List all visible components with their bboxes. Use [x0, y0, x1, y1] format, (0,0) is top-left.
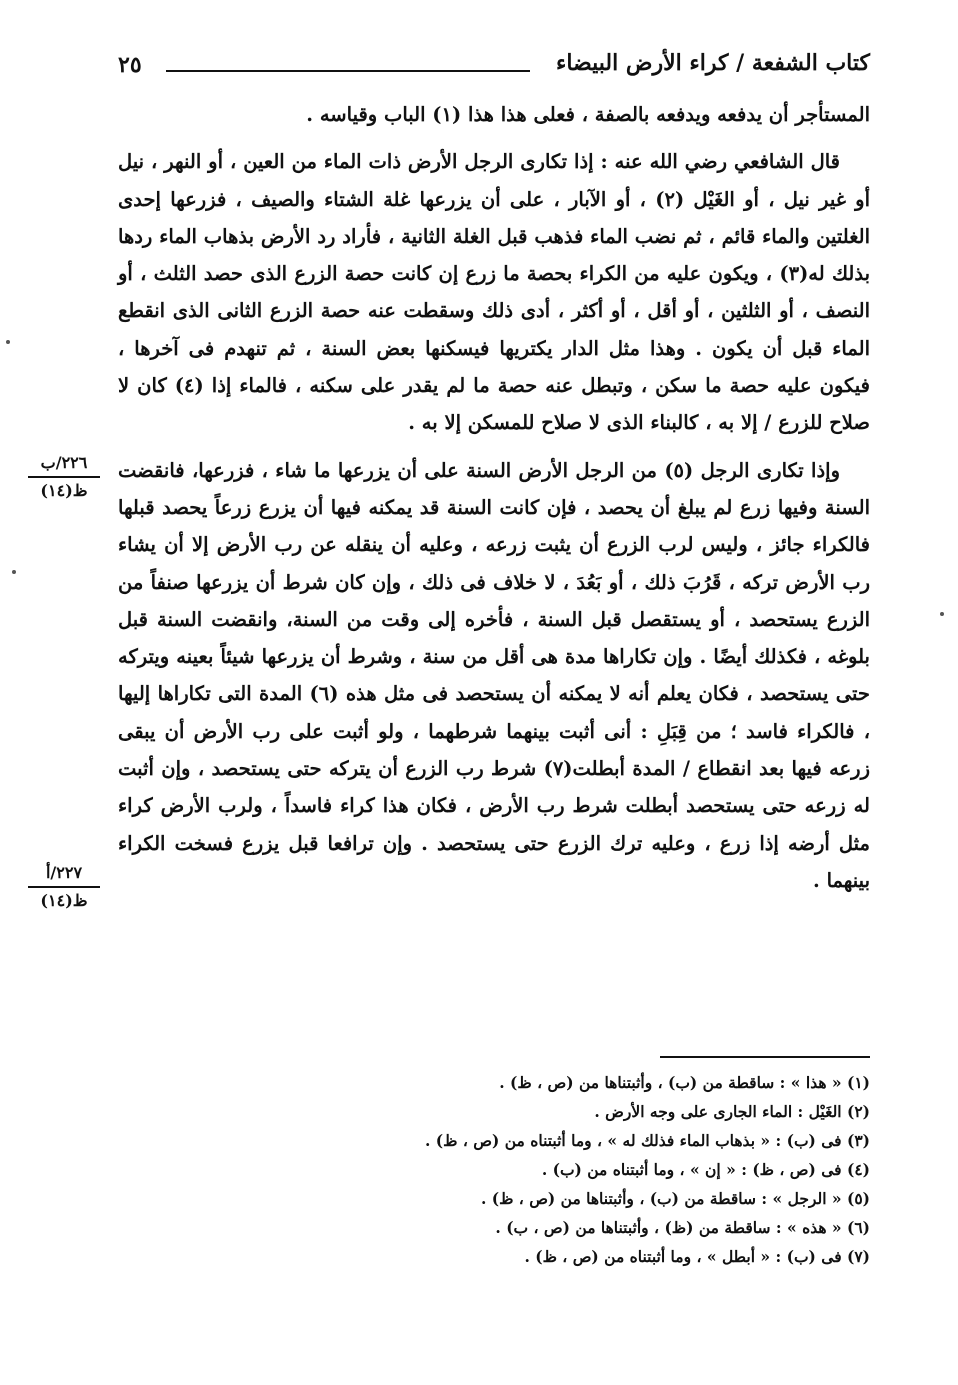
scan-speck — [12, 570, 16, 574]
folio-ref: ٢٢٦/ب — [28, 452, 100, 478]
manuscript-ref: ظ(١٤) — [40, 481, 88, 500]
paragraph-text: وإذا تكارى الرجل (٥) من الرجل الأرض السنة على أن يزرعها ما شاء ، فزرعها، فانقضت السنة وفيها زرع لم يبلغ أن يحصد ، فإن كانت السنة قد يمكنه فيها أن يزرع زرعاً يحصد قبلها فالكراء جائز ، وليس لرب الزرع أن يثبت زرعه ، وعليه أن ينقله عن رب الأرض إلا أن يشاء رب الأرض تركه ، قَرُبَ ذلك ، أو بَعُدَ ، لا خلاف فى ذلك ، وإن كان شرط أن يزرعها صنفاً من الزرع يستحصد ، أو يستقصل قبل السنة ، فأخره إلى وقت من السنة، وانقضت السنة قبل بلوغه ، فكذلك أيضًا . وإن تكاراها مدة هى أقل من سنة ، وشرط أن يزرعها شيئاً بعينه ويتركه حتى يستحصد ، فكان يعلم أنه لا يمكنه أن يستحصد فى مثل هذه (٦) المدة التى تكاراها إليها ، فالكراء فاسد ؛ من قِبَلِ : أنى أثبت بينهما شرطهما ، ولو أثبت على رب الأرض أن يبقى زرعه فيها بعد انقطاع / المدة أبطلت(٧) شرط رب الزرع أن يتركه حتى يستحصد ، وإن أثبت له زرعه حتى يستحصد أبطلت شرط رب الأرض ، فكان هذا كراء فاسداً ، ولرب الأرض كراء مثل أرضه إذا زرع ، وعليه ترك الزرع حتى يستحصد . وإن ترافعا قبل يزرع فسخت الكراء بينهما . — [118, 458, 870, 892]
paragraph-text: المستأجر أن يدفعه ويدفعه بالصفة ، فعلى هذا هذا (١) الباب وقياسه . — [306, 103, 870, 126]
footnote-separator — [660, 1056, 870, 1058]
main-text — [118, 96, 870, 909]
margin-folio-note — [28, 452, 100, 502]
manuscript-ref: ظ(١٤) — [40, 891, 88, 910]
footnote: (١) « هذا » : ساقطة من (ب) ، وأثبتناها من (ص ، ظ) . — [499, 1073, 870, 1092]
footnote: (٧) فى (ب) : « أبطل » ، وما أثبتناه من (ص ، ظ) . — [524, 1247, 870, 1266]
footnote: (٦) « هذه » : ساقطة من (ظ) ، وأثبتناها من (ص ، ب) . — [495, 1218, 870, 1237]
paragraph-lead: قال الشافعي رضي الله عنه : — [600, 150, 840, 174]
running-title: كتاب الشفعة / كراء الأرض البيضاء — [555, 50, 870, 76]
footnote: (٥) « الرجل » : ساقطة من (ب) ، وأثبتناها من (ص ، ظ) . — [480, 1189, 870, 1208]
paragraph-text: إذا تكارى الرجل الأرض ذات الماء من العين ، أو النهر ، نيل أو غير نيل ، أو الغَيْل (٢) ، أو الآبار ، على أن يزرعها غلة الشتاء والصيف ، فزرعها إحدى الغلتين والماء قائم ، ثم نضب الماء فذهب قبل الغلة الثانية ، فأراد رد الأرض بذهاب الماء ردها بذلك له(٣) ، ويكون عليه من الكراء بحصة ما زرع إن كانت حصة الزرع الذى حصد الثلث ، أو النصف ، أو الثلثين ، أو أقل ، أو أكثر ، أدى ذلك وسقطت عنه حصة الزرع الثانى الذى انقطع الماء قبل أن يكون . وهذا مثل الدار يكتريها فيسكنها بعض السنة ، ثم تنهدم فى آخرها ، فيكون عليه حصة ما سكن ، وتبطل عنه حصة ما لم يقدر على سكنه ، فالماء إذا (٤) كان لا صلاح للزرع / إلا به ، كالبناء الذى لا صلاح للمسكن إلا به . — [118, 150, 871, 435]
page-number: ٢٥ — [118, 52, 142, 78]
scan-speck — [940, 612, 944, 616]
page-header — [118, 50, 870, 84]
paragraph-1 — [118, 96, 870, 133]
paragraph-2 — [118, 143, 870, 441]
footnotes — [170, 1068, 870, 1271]
footnote: (٢) الغَيْل : الماء الجارى على وجه الأرض . — [594, 1102, 870, 1121]
header-rule — [166, 70, 530, 72]
paragraph-3 — [118, 452, 870, 900]
scan-speck — [6, 340, 10, 344]
footnote: (٤) فى (ص ، ظ) : « إن » ، وما أثبتناه من (ب) . — [541, 1160, 870, 1179]
margin-folio-note — [28, 862, 100, 912]
folio-ref: ٢٢٧/أ — [28, 862, 100, 888]
footnote: (٣) فى (ب) : « بذهاب الماء فذلك له » ، وما أثبتناه من (ص ، ظ) . — [425, 1131, 870, 1150]
